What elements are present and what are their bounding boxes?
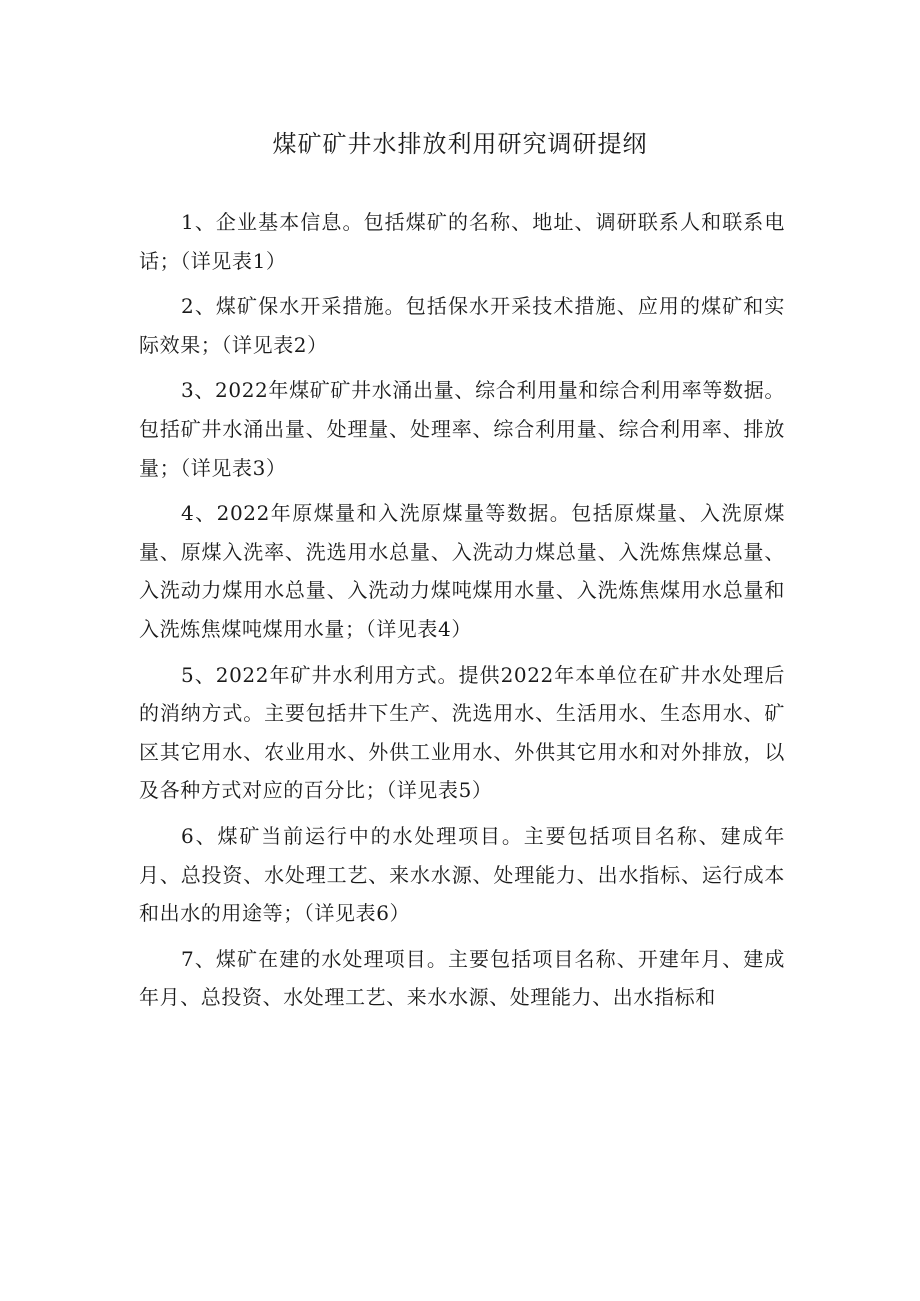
paragraph-5: 5、2022年矿井水利用方式。提供2022年本单位在矿井水处理后的消纳方式。主要包括井下生产、洗选用水、生活用水、生态用水、矿区其它用水、农业用水、外供工业用水、外供其它用水和对外排放，以及各种方式对应的百分比；（详见表5）	[139, 662, 785, 803]
paragraph-3: 3、2022年煤矿矿井水涌出量、综合利用量和综合利用率等数据。包括矿井水涌出量、处理量、处理率、综合利用量、综合利用率、排放量；（详见表3）	[139, 378, 785, 480]
paragraph-4: 4、2022年原煤量和入洗原煤量等数据。包括原煤量、入洗原煤量、原煤入洗率、洗选用水总量、入洗动力煤总量、入洗炼焦煤总量、入洗动力煤用水总量、入洗动力煤吨煤用水量、入洗炼焦煤用水总量和入洗炼焦煤吨煤用水量；（详见表4）	[139, 501, 785, 641]
paragraph-7: 7、煤矿在建的水处理项目。主要包括项目名称、开建年月、建成年月、总投资、水处理工艺、来水水源、处理能力、出水指标和	[139, 946, 785, 1010]
document-title: 煤矿矿井水排放利用研究调研提纲	[272, 130, 648, 158]
document-body	[139, 203, 785, 1024]
paragraph-2: 2、煤矿保水开采措施。包括保水开采技术措施、应用的煤矿和实际效果；（详见表2）	[139, 294, 785, 357]
paragraph-6: 6、煤矿当前运行中的水处理项目。主要包括项目名称、建成年月、总投资、水处理工艺、来水水源、处理能力、出水指标、运行成本和出水的用途等；（详见表6）	[139, 823, 785, 926]
paragraph-1: 1、企业基本信息。包括煤矿的名称、地址、调研联系人和联系电话；（详见表1）	[139, 210, 785, 273]
